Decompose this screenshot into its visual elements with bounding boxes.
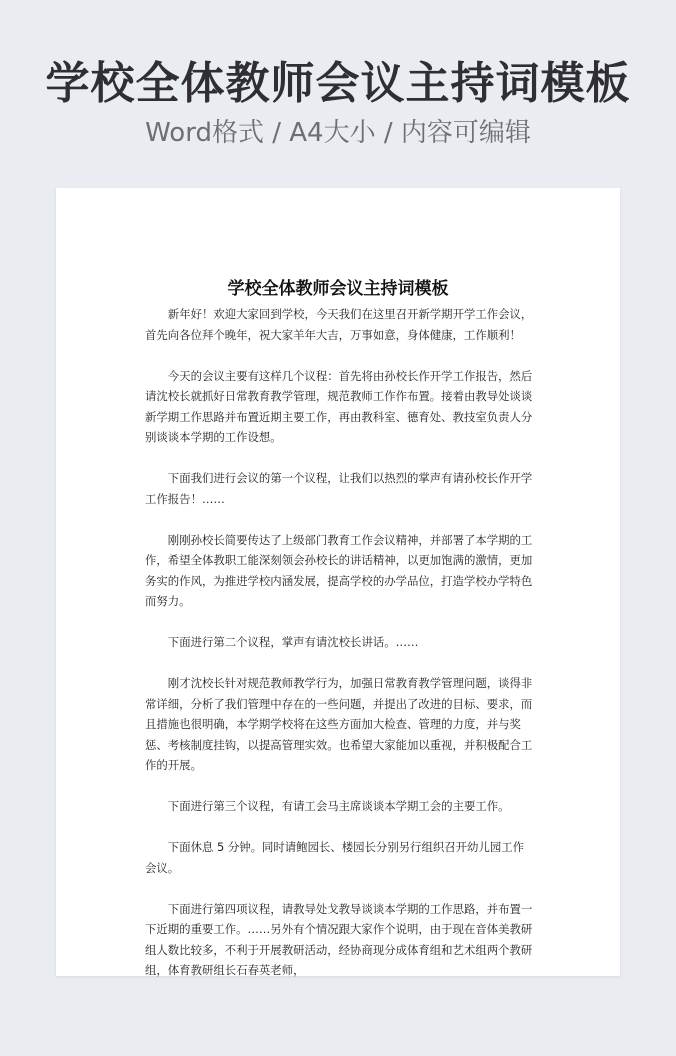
page-title: 学校全体教师会议主持词模板 bbox=[45, 58, 631, 109]
paragraph: 下面进行第二个议程，掌声有请沈校长讲话。…… bbox=[167, 635, 419, 649]
paragraph: 新年好！欢迎大家回到学校，今天我们在这里召开新学期开学工作会议，首先向各位拜个晚年，祝大家羊年大吉，万事如意，身体健康，工作顺利！ bbox=[145, 307, 533, 342]
paragraph: 下面休息 5 分钟。同时请鲍园长、楼园长分别另行组织召开幼儿园工作会议。 bbox=[145, 840, 525, 875]
paragraph: 下面我们进行会议的第一个议程，让我们以热烈的掌声有请孙校长作开学工作报告！…… bbox=[145, 471, 533, 506]
document-title: 学校全体教师会议主持词模板 bbox=[227, 279, 449, 299]
document-page bbox=[56, 188, 620, 976]
paragraph: 下面进行第三个议程，有请工会马主席谈谈本学期工会的主要工作。 bbox=[167, 799, 510, 813]
page-subtitle: Word格式 / A4大小 / 内容可编辑 bbox=[145, 118, 531, 148]
paragraph: 今天的会议主要有这样几个议程：首先将由孙校长作开学工作报告，然后请沈校长就抓好日常教育教学管理，规范教师工作作布置。接着由教导处谈谈新学期工作思路并布置近期主要工作，再由教科室、德育处、教技室负责人分别谈谈本学期的工作设想。 bbox=[145, 368, 533, 444]
paragraph: 刚才沈校长针对规范教师教学行为，加强日常教育教学管理问题，谈得非常详细，分析了我们管理中存在的一些问题，并提出了改进的目标、要求，而且措施也很明确，本学期学校将在这些方面加大检查、管理的力度，并与奖惩、考核制度挂钩，以提高管理实效。也希望大家能加以重视，并积极配合工作的开展。 bbox=[145, 676, 533, 772]
paragraph: 下面进行第四项议程，请教导处戈教导谈谈本学期的工作思路，并布置一下近期的重要工作。……另外有个情况跟大家作个说明，由于现在音体美教研组人数比较多，不利于开展教研活动，经协商现分成体育组和艺术组两个教研组，体育教研组长石春英老师， bbox=[145, 901, 533, 977]
document-body bbox=[145, 304, 533, 1001]
paragraph: 刚刚孙校长简要传达了上级部门教育工作会议精神，并部署了本学期的工作，希望全体教职工能深刻领会孙校长的讲话精神，以更加饱满的激情，更加务实的作风，为推进学校内涵发展，提高学校的办学品位，打造学校办学特色而努力。 bbox=[145, 532, 533, 608]
